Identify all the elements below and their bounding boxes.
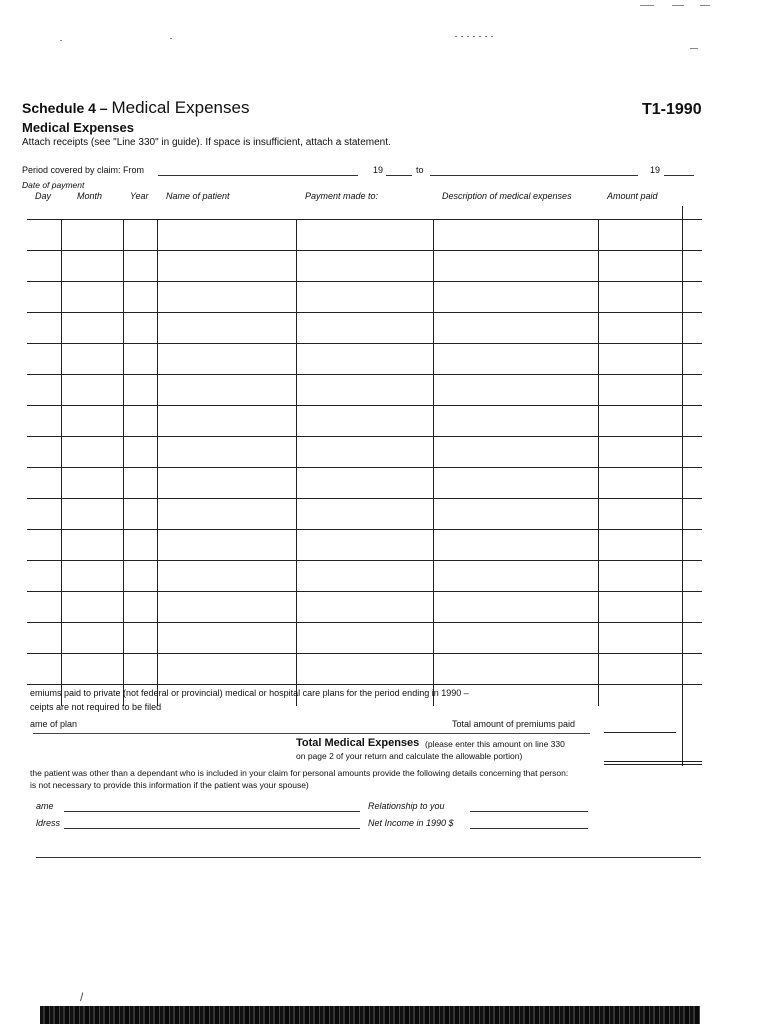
col-month: Month — [77, 191, 103, 201]
form-number: T1-1990 — [642, 101, 702, 118]
dependant-name-field[interactable] — [64, 811, 360, 812]
col-year: Year — [130, 191, 149, 201]
period-year-2: 19 — [650, 165, 661, 175]
col-day: Day — [35, 191, 52, 201]
table-row[interactable] — [27, 282, 702, 312]
scan-speck — [672, 5, 684, 6]
period-year-2-field[interactable] — [664, 175, 694, 176]
table-row[interactable] — [27, 530, 702, 560]
schedule-prefix: Schedule 4 – — [22, 100, 108, 116]
date-of-payment-label: Date of payment — [22, 180, 85, 190]
table-row[interactable] — [27, 251, 702, 281]
net-income-label: Net Income in 1990 $ — [368, 818, 454, 828]
name-of-plan-field[interactable] — [33, 733, 590, 734]
table-row[interactable] — [27, 592, 702, 622]
dependant-line-1: the patient was other than a dependant who is included in your claim for personal amounts provide the following details concerning that person: — [30, 768, 569, 778]
period-to-label: to — [416, 165, 424, 175]
scan-mark: / — [80, 990, 84, 1004]
total-amount-field[interactable] — [604, 761, 702, 762]
net-income-field[interactable] — [470, 828, 588, 829]
period-label: Period covered by claim: From — [22, 165, 145, 175]
scan-edge-bar — [40, 1006, 700, 1024]
table-row-line — [27, 684, 702, 685]
table-row[interactable] — [27, 468, 702, 498]
total-double-rule — [604, 764, 702, 765]
total-premiums-field[interactable] — [604, 732, 676, 733]
table-row[interactable] — [27, 220, 702, 250]
col-payment-to: Payment made to: — [305, 191, 379, 201]
instructions: Attach receipts (see "Line 330" in guide). If space is insufficient, attach a statement. — [22, 137, 391, 148]
table-row[interactable] — [27, 437, 702, 467]
scan-speck — [700, 5, 710, 6]
col-patient: Name of patient — [166, 191, 230, 201]
relationship-label: Relationship to you — [368, 801, 445, 811]
scan-speck — [170, 38, 172, 39]
scan-speck — [455, 36, 495, 37]
schedule-title: Medical Expenses — [111, 98, 250, 117]
period-year-1-field[interactable] — [386, 175, 412, 176]
relationship-field[interactable] — [470, 811, 588, 812]
total-note-1: (please enter this amount on line 330 — [425, 739, 565, 749]
dependant-address-field[interactable] — [64, 828, 360, 829]
table-row[interactable] — [27, 313, 702, 343]
table-row[interactable] — [27, 406, 702, 436]
table-row[interactable] — [27, 561, 702, 591]
section-divider — [36, 857, 701, 858]
section-title: Medical Expenses — [22, 120, 134, 135]
col-description: Description of medical expenses — [442, 191, 572, 201]
dependant-address-label: ldress — [36, 818, 61, 828]
period-to-field[interactable] — [430, 175, 638, 176]
period-from-field[interactable] — [158, 175, 358, 176]
table-row[interactable] — [27, 623, 702, 653]
premiums-line-2: ceipts are not required to be filed — [30, 702, 162, 712]
scan-speck — [640, 5, 654, 6]
premiums-line-1: emiums paid to private (not federal or provincial) medical or hospital care plans for the period ending in 1990 – — [30, 688, 469, 698]
dependant-line-2: is not necessary to provide this information if the patient was your spouse) — [30, 780, 309, 790]
period-year-1: 19 — [373, 165, 384, 175]
table-row[interactable] — [27, 499, 702, 529]
total-medical-expenses-label: Total Medical Expenses — [296, 737, 420, 749]
dependant-name-label: ame — [36, 801, 54, 811]
table-row[interactable] — [27, 654, 702, 684]
scan-speck — [690, 48, 698, 49]
total-note-2: on page 2 of your return and calculate the allowable portion) — [296, 751, 523, 761]
schedule-heading — [22, 98, 249, 118]
total-premiums-label: Total amount of premiums paid — [452, 719, 576, 729]
name-of-plan-label: ame of plan — [30, 719, 78, 729]
table-row[interactable] — [27, 375, 702, 405]
table-row[interactable] — [27, 344, 702, 374]
scan-speck — [60, 40, 62, 41]
col-amount: Amount paid — [607, 191, 658, 201]
